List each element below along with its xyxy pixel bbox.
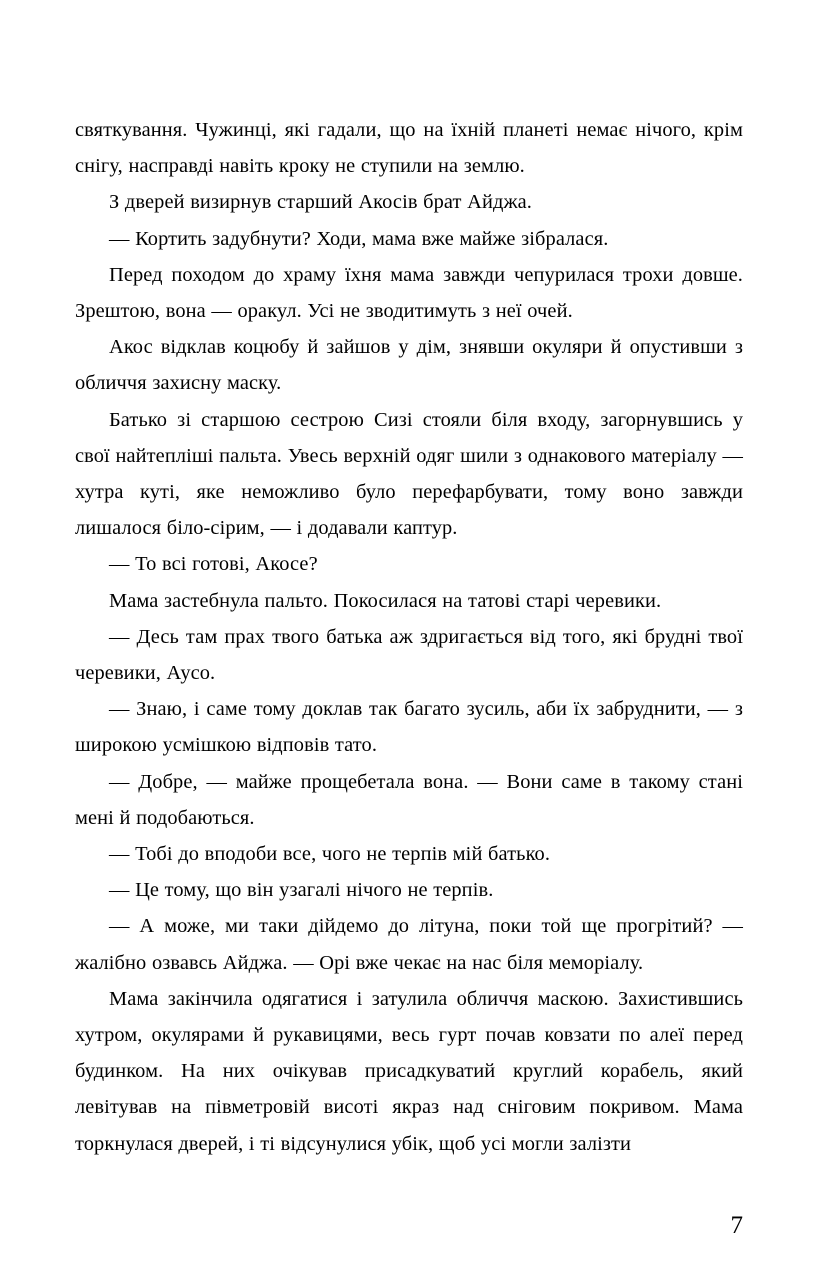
page-number: 7 <box>730 1212 743 1239</box>
paragraph: Акос відклав коцюбу й зайшов у дім, знявши окуляри й опустивши з обличчя захисну маску. <box>75 336 743 395</box>
paragraph: — То всі готові, Акосе? <box>109 553 318 576</box>
paragraph: Перед походом до храму їхня мама завжди чепурилася трохи довше. Зрештою, вона — оракул. Усі не зводитимуть з неї очей. <box>75 263 743 323</box>
paragraph: З дверей визирнув старший Акосів брат Айджа. <box>109 191 533 214</box>
paragraph: — А може, ми таки дійдемо до літуна, поки той ще прогрітий? — жалібно озвавсь Айджа. — Орі вже чекає на нас біля меморіалу. <box>75 915 743 974</box>
paragraph: Батько зі старшою сестрою Сизі стояли біля входу, загорнувшись у свої найтепліші пальта. Увесь верхній одяг шили з однакового матеріалу — хутра куті, яке неможливо було перефарбувати, тому воно завжди лишалося біло-сірим, — і додавали каптур. <box>75 408 743 540</box>
paragraph: Мама застебнула пальто. Покосилася на татові старі черевики. <box>109 589 662 612</box>
paragraph: — Кортить задубнути? Ходи, мама вже майже зібралася. <box>109 227 609 250</box>
paragraph: — Добре, — майже прощебетала вона. — Вони саме в такому стані мені й подобаються. <box>75 770 743 829</box>
page-body <box>75 112 743 1162</box>
paragraph: Мама закінчила одягатися і затулила обличчя маскою. Захистившись хутром, окулярами й рукавицями, весь гурт почав ковзати по алеї перед будинком. На них очікував присадкуватий круглий корабель, який левітував на півметровій висоті якраз над сніговим покривом. Мама торкнулася дверей, і ті відсунулися убік, щоб усі могли залізти <box>75 987 743 1155</box>
paragraph: — Десь там прах твого батька аж здригається від того, які брудні твої черевики, Аусо. <box>75 625 743 685</box>
paragraph: — Тобі до вподоби все, чого не терпів мій батько. <box>109 843 551 866</box>
paragraph: — Знаю, і саме тому доклав так багато зусиль, аби їх забруднити, — з широкою усмішкою відповів тато. <box>75 698 743 757</box>
paragraph: святкування. Чужинці, які гадали, що на їхній планеті немає нічого, крім снігу, насправді навіть кроку не ступили на землю. <box>75 119 743 178</box>
paragraph: — Це тому, що він узагалі нічого не терпів. <box>109 879 494 902</box>
